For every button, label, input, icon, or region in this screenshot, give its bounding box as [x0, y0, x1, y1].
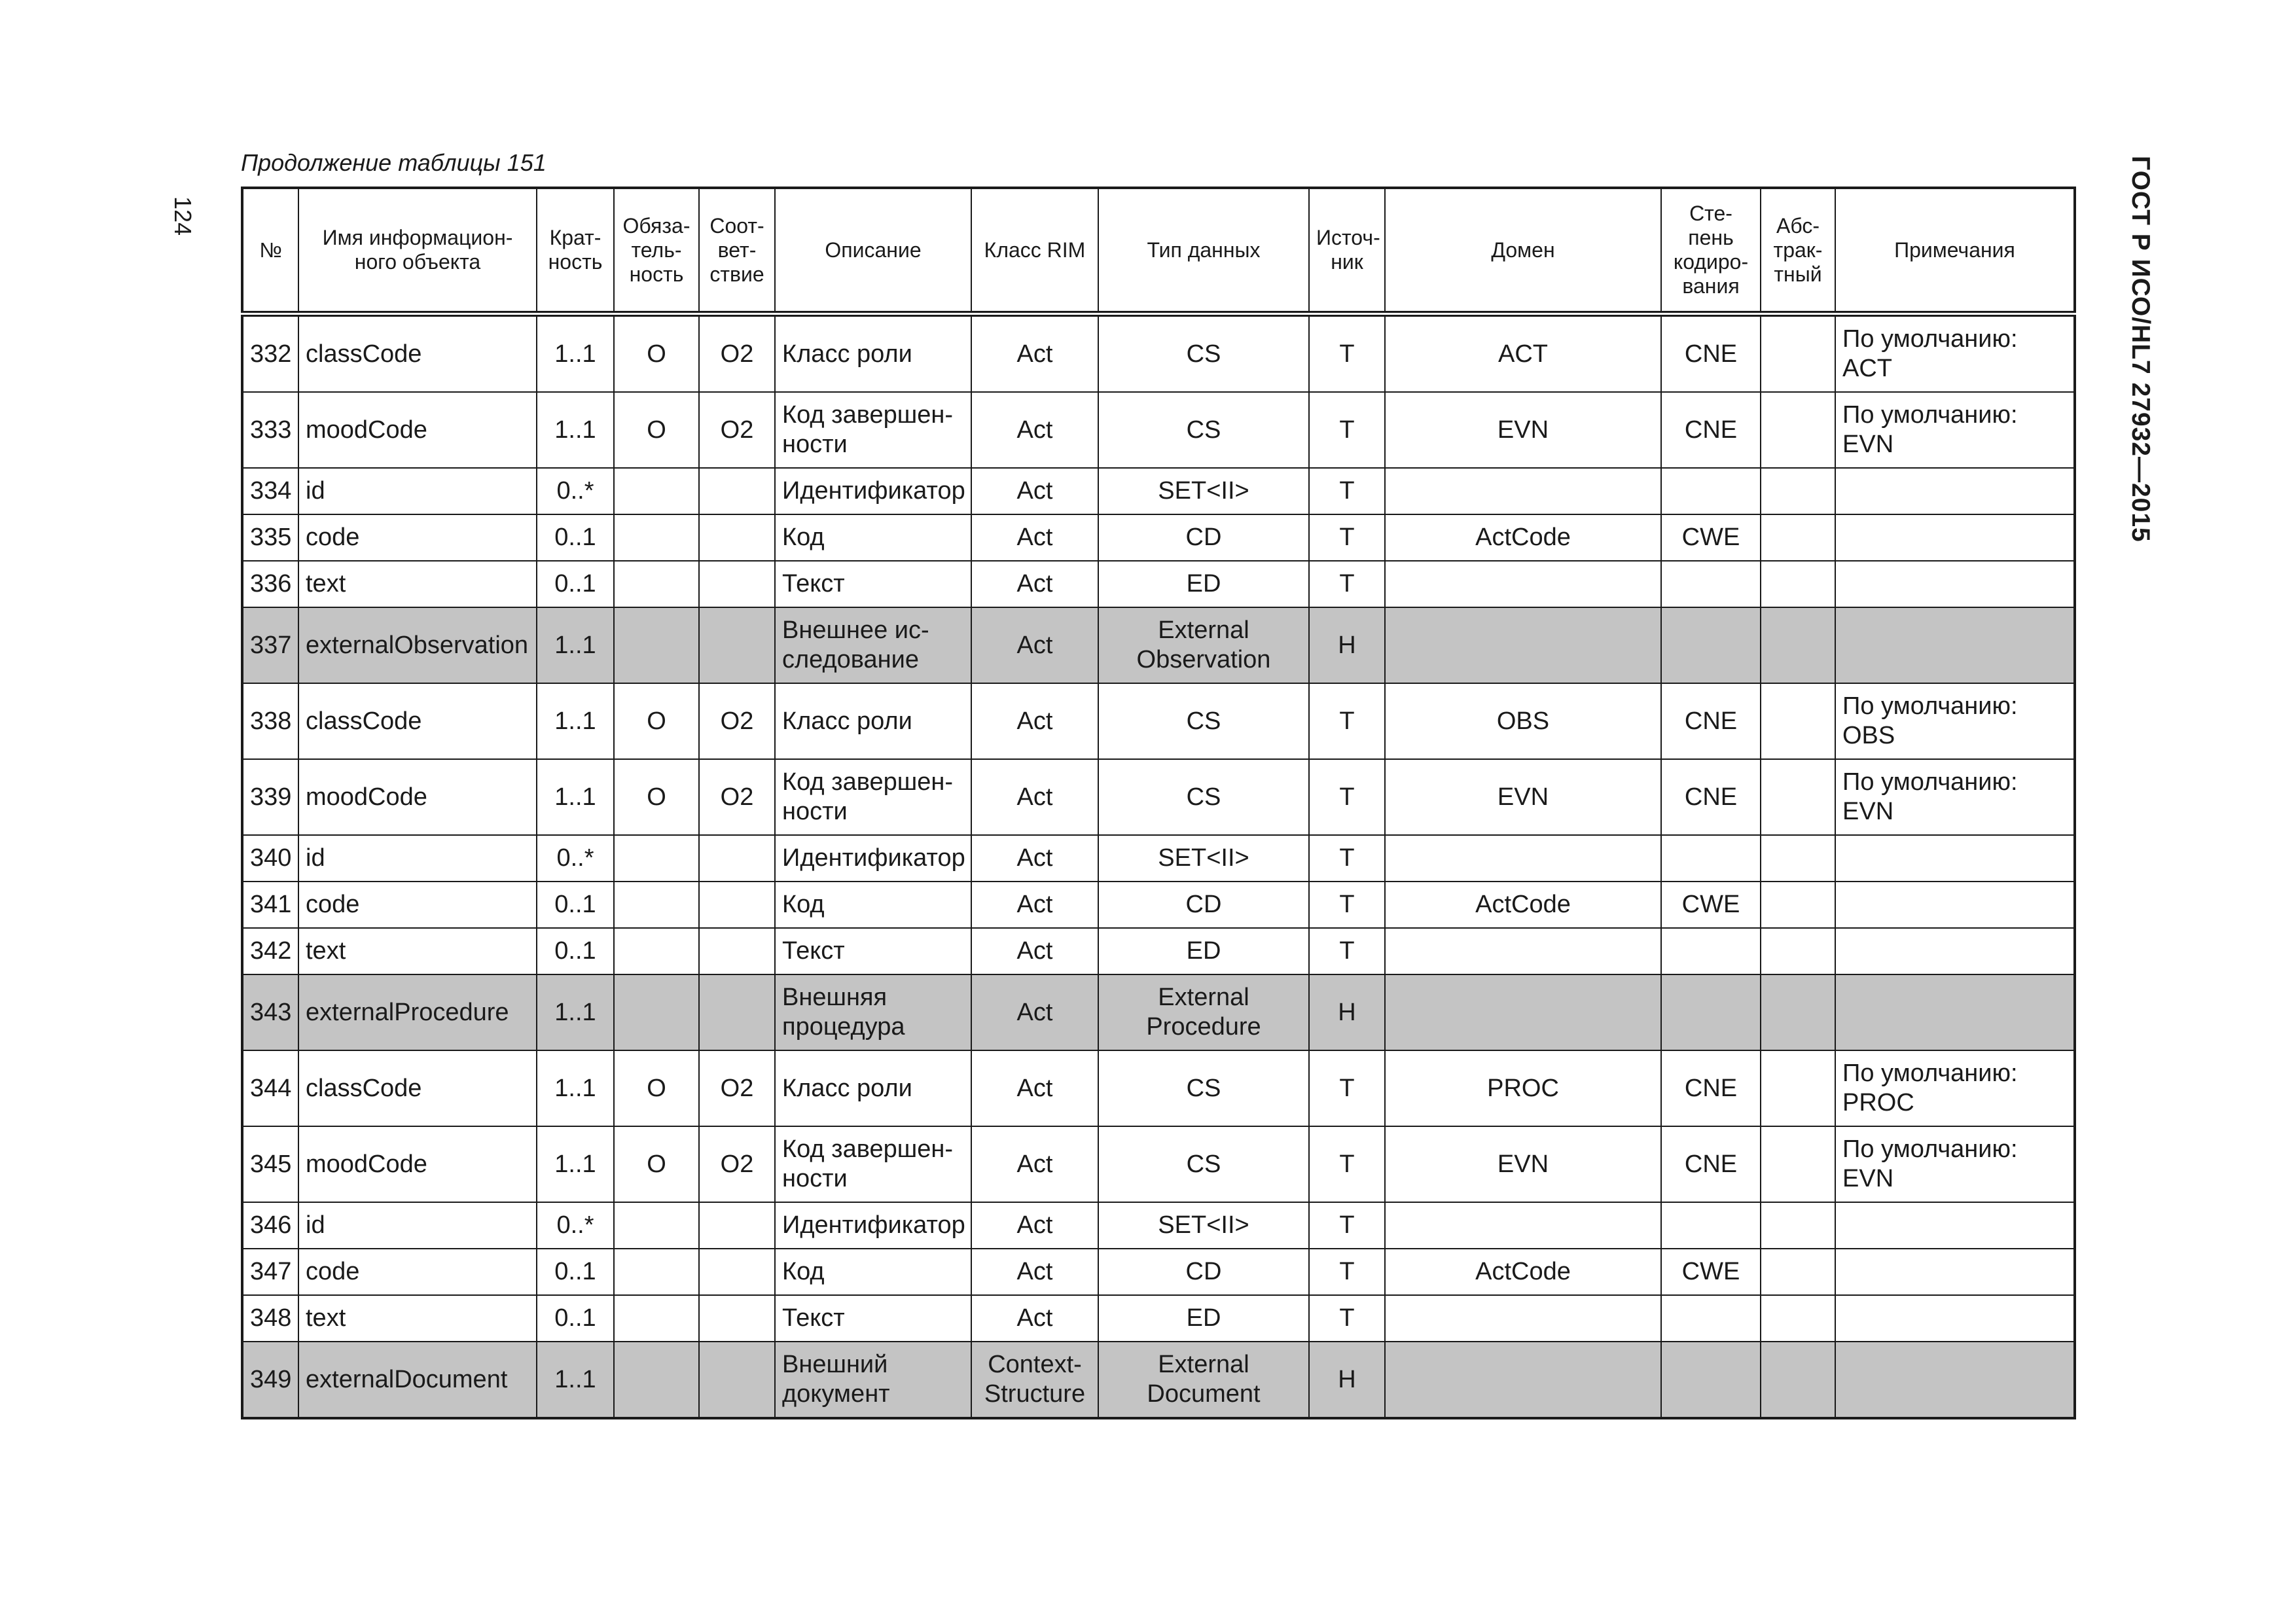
column-header: Примечания [1835, 188, 2075, 314]
description-cell: Идентификатор [775, 1202, 971, 1249]
rim-class-cell: Act [971, 1050, 1098, 1126]
multiplicity-cell: 1..1 [537, 759, 614, 835]
obligation-cell [614, 1249, 699, 1295]
object-name-cell: externalProcedure [298, 974, 537, 1050]
notes-cell: По умолчанию: OBS [1835, 683, 2075, 759]
column-header: Имя информацион-ного объекта [298, 188, 537, 314]
data-type-cell: CS [1098, 683, 1309, 759]
table-row [242, 1295, 2075, 1342]
conformance-cell [699, 468, 775, 514]
row-number-cell: 339 [242, 759, 298, 835]
obligation-cell [614, 561, 699, 607]
conformance-cell: O2 [699, 683, 775, 759]
table-row [242, 928, 2075, 974]
multiplicity-cell: 1..1 [537, 392, 614, 468]
description-cell: Внешний документ [775, 1342, 971, 1418]
domain-cell: OBS [1385, 683, 1661, 759]
domain-cell: ActCode [1385, 882, 1661, 928]
object-name-cell: text [298, 1295, 537, 1342]
description-cell: Внешнее ис-следование [775, 607, 971, 683]
rim-class-cell: Act [971, 392, 1098, 468]
notes-cell [1835, 835, 2075, 882]
row-number-cell: 334 [242, 468, 298, 514]
notes-cell [1835, 1342, 2075, 1418]
data-type-cell: SET<II> [1098, 1202, 1309, 1249]
abstract-cell [1761, 974, 1835, 1050]
data-type-cell: CS [1098, 1050, 1309, 1126]
domain-cell: EVN [1385, 759, 1661, 835]
row-number-cell: 340 [242, 835, 298, 882]
obligation-cell: O [614, 759, 699, 835]
row-number-cell: 347 [242, 1249, 298, 1295]
data-table [241, 187, 2076, 1419]
coding-strength-cell: CNE [1661, 759, 1761, 835]
notes-cell [1835, 1249, 2075, 1295]
abstract-cell [1761, 561, 1835, 607]
abstract-cell [1761, 392, 1835, 468]
source-cell: T [1309, 835, 1385, 882]
domain-cell: ActCode [1385, 514, 1661, 561]
coding-strength-cell [1661, 468, 1761, 514]
source-cell: H [1309, 1342, 1385, 1418]
source-cell: T [1309, 759, 1385, 835]
coding-strength-cell [1661, 974, 1761, 1050]
source-cell: T [1309, 1126, 1385, 1202]
multiplicity-cell: 1..1 [537, 1342, 614, 1418]
object-name-cell: code [298, 1249, 537, 1295]
description-cell: Код завершен-ности [775, 759, 971, 835]
rim-class-cell: Act [971, 974, 1098, 1050]
source-cell: T [1309, 1050, 1385, 1126]
coding-strength-cell [1661, 1295, 1761, 1342]
source-cell: T [1309, 1249, 1385, 1295]
conformance-cell [699, 607, 775, 683]
obligation-cell [614, 1295, 699, 1342]
conformance-cell [699, 561, 775, 607]
conformance-cell: O2 [699, 314, 775, 393]
object-name-cell: classCode [298, 683, 537, 759]
source-cell: T [1309, 514, 1385, 561]
page-number [170, 157, 223, 236]
obligation-cell [614, 514, 699, 561]
column-header: Источ-ник [1309, 188, 1385, 314]
object-name-cell: id [298, 1202, 537, 1249]
multiplicity-cell: 1..1 [537, 683, 614, 759]
coding-strength-cell: CNE [1661, 1050, 1761, 1126]
multiplicity-cell: 1..1 [537, 1126, 614, 1202]
abstract-cell [1761, 1202, 1835, 1249]
obligation-cell [614, 607, 699, 683]
column-header: Тип данных [1098, 188, 1309, 314]
source-cell: H [1309, 974, 1385, 1050]
table-row [242, 1202, 2075, 1249]
notes-cell: По умолчанию: ACT [1835, 314, 2075, 393]
conformance-cell: O2 [699, 392, 775, 468]
object-name-cell: text [298, 928, 537, 974]
column-header: Крат-ность [537, 188, 614, 314]
object-name-cell: code [298, 882, 537, 928]
description-cell: Текст [775, 1295, 971, 1342]
table-row [242, 561, 2075, 607]
conformance-cell: O2 [699, 1126, 775, 1202]
abstract-cell [1761, 1295, 1835, 1342]
conformance-cell: O2 [699, 1050, 775, 1126]
rim-class-cell: Act [971, 1202, 1098, 1249]
abstract-cell [1761, 514, 1835, 561]
notes-cell: По умолчанию: EVN [1835, 1126, 2075, 1202]
object-name-cell: moodCode [298, 759, 537, 835]
row-number-cell: 338 [242, 683, 298, 759]
object-name-cell: classCode [298, 314, 537, 393]
data-type-cell: CS [1098, 1126, 1309, 1202]
header-row [242, 188, 2075, 314]
coding-strength-cell: CNE [1661, 314, 1761, 393]
obligation-cell [614, 1202, 699, 1249]
page-number-text: 124 [170, 196, 196, 236]
notes-cell [1835, 974, 2075, 1050]
description-cell: Класс роли [775, 314, 971, 393]
obligation-cell [614, 882, 699, 928]
abstract-cell [1761, 1249, 1835, 1295]
row-number-cell: 344 [242, 1050, 298, 1126]
data-type-cell: ED [1098, 561, 1309, 607]
object-name-cell: id [298, 468, 537, 514]
object-name-cell: text [298, 561, 537, 607]
description-cell: Внешняя процедура [775, 974, 971, 1050]
obligation-cell: O [614, 392, 699, 468]
column-header: № [242, 188, 298, 314]
multiplicity-cell: 0..* [537, 1202, 614, 1249]
description-cell: Код [775, 514, 971, 561]
rim-class-cell: Context-Structure [971, 1342, 1098, 1418]
data-type-cell: CD [1098, 882, 1309, 928]
row-number-cell: 332 [242, 314, 298, 393]
data-type-cell: ED [1098, 1295, 1309, 1342]
row-number-cell: 346 [242, 1202, 298, 1249]
rim-class-cell: Act [971, 759, 1098, 835]
multiplicity-cell: 1..1 [537, 314, 614, 393]
standard-title [2119, 156, 2159, 562]
domain-cell [1385, 835, 1661, 882]
obligation-cell [614, 928, 699, 974]
domain-cell [1385, 1202, 1661, 1249]
column-header: Соот-вет-ствие [699, 188, 775, 314]
obligation-cell: O [614, 1050, 699, 1126]
multiplicity-cell: 0..1 [537, 514, 614, 561]
domain-cell: EVN [1385, 392, 1661, 468]
table-row [242, 1050, 2075, 1126]
conformance-cell: O2 [699, 759, 775, 835]
domain-cell [1385, 928, 1661, 974]
data-type-cell: External Procedure [1098, 974, 1309, 1050]
source-cell: T [1309, 882, 1385, 928]
object-name-cell: id [298, 835, 537, 882]
domain-cell [1385, 1342, 1661, 1418]
table-row [242, 1126, 2075, 1202]
multiplicity-cell: 0..1 [537, 1249, 614, 1295]
abstract-cell [1761, 607, 1835, 683]
coding-strength-cell: CNE [1661, 1126, 1761, 1202]
row-number-cell: 342 [242, 928, 298, 974]
table-row [242, 468, 2075, 514]
row-number-cell: 348 [242, 1295, 298, 1342]
table-row [242, 882, 2075, 928]
abstract-cell [1761, 1342, 1835, 1418]
abstract-cell [1761, 1126, 1835, 1202]
object-name-cell: moodCode [298, 392, 537, 468]
domain-cell [1385, 974, 1661, 1050]
column-header: Описание [775, 188, 971, 314]
row-number-cell: 343 [242, 974, 298, 1050]
column-header: Класс RIM [971, 188, 1098, 314]
coding-strength-cell [1661, 835, 1761, 882]
data-type-cell: CS [1098, 759, 1309, 835]
conformance-cell [699, 1202, 775, 1249]
column-header: Обяза-тель-ность [614, 188, 699, 314]
domain-cell: PROC [1385, 1050, 1661, 1126]
data-type-cell: CD [1098, 514, 1309, 561]
rim-class-cell: Act [971, 928, 1098, 974]
rim-class-cell: Act [971, 1249, 1098, 1295]
standard-title-text: ГОСТ Р ИСО/HL7 27932—2015 [2126, 156, 2155, 543]
multiplicity-cell: 0..1 [537, 1295, 614, 1342]
abstract-cell [1761, 1050, 1835, 1126]
source-cell: T [1309, 683, 1385, 759]
table-row [242, 392, 2075, 468]
object-name-cell: moodCode [298, 1126, 537, 1202]
obligation-cell [614, 468, 699, 514]
coding-strength-cell [1661, 1342, 1761, 1418]
table-row [242, 1342, 2075, 1418]
rim-class-cell: Act [971, 882, 1098, 928]
conformance-cell [699, 514, 775, 561]
abstract-cell [1761, 468, 1835, 514]
multiplicity-cell: 0..1 [537, 561, 614, 607]
object-name-cell: externalDocument [298, 1342, 537, 1418]
object-name-cell: code [298, 514, 537, 561]
domain-cell [1385, 468, 1661, 514]
notes-cell: По умолчанию: PROC [1835, 1050, 2075, 1126]
row-number-cell: 341 [242, 882, 298, 928]
data-type-cell: ED [1098, 928, 1309, 974]
obligation-cell [614, 1342, 699, 1418]
domain-cell [1385, 607, 1661, 683]
abstract-cell [1761, 314, 1835, 393]
table-row [242, 683, 2075, 759]
rim-class-cell: Act [971, 514, 1098, 561]
domain-cell [1385, 561, 1661, 607]
conformance-cell [699, 1249, 775, 1295]
abstract-cell [1761, 882, 1835, 928]
conformance-cell [699, 928, 775, 974]
multiplicity-cell: 1..1 [537, 607, 614, 683]
table-caption: Продолжение таблицы 151 [241, 149, 547, 176]
description-cell: Текст [775, 561, 971, 607]
row-number-cell: 337 [242, 607, 298, 683]
notes-cell [1835, 1295, 2075, 1342]
coding-strength-cell [1661, 607, 1761, 683]
notes-cell [1835, 514, 2075, 561]
object-name-cell: externalObservation [298, 607, 537, 683]
rim-class-cell: Act [971, 683, 1098, 759]
multiplicity-cell: 0..* [537, 468, 614, 514]
table-row [242, 835, 2075, 882]
description-cell: Идентификатор [775, 468, 971, 514]
source-cell: T [1309, 1295, 1385, 1342]
notes-cell [1835, 561, 2075, 607]
abstract-cell [1761, 759, 1835, 835]
rim-class-cell: Act [971, 468, 1098, 514]
multiplicity-cell: 0..1 [537, 928, 614, 974]
data-type-cell: External Document [1098, 1342, 1309, 1418]
domain-cell: ActCode [1385, 1249, 1661, 1295]
description-cell: Класс роли [775, 1050, 971, 1126]
source-cell: T [1309, 468, 1385, 514]
abstract-cell [1761, 928, 1835, 974]
conformance-cell [699, 835, 775, 882]
conformance-cell [699, 1342, 775, 1418]
obligation-cell [614, 974, 699, 1050]
coding-strength-cell [1661, 1202, 1761, 1249]
coding-strength-cell: CWE [1661, 514, 1761, 561]
rim-class-cell: Act [971, 607, 1098, 683]
source-cell: T [1309, 314, 1385, 393]
rim-class-cell: Act [971, 835, 1098, 882]
source-cell: T [1309, 928, 1385, 974]
table-row [242, 314, 2075, 393]
coding-strength-cell: CWE [1661, 882, 1761, 928]
table-row [242, 1249, 2075, 1295]
table-header [242, 188, 2075, 314]
multiplicity-cell: 1..1 [537, 974, 614, 1050]
data-type-cell: CS [1098, 314, 1309, 393]
multiplicity-cell: 0..1 [537, 882, 614, 928]
multiplicity-cell: 0..* [537, 835, 614, 882]
rim-class-cell: Act [971, 561, 1098, 607]
domain-cell: EVN [1385, 1126, 1661, 1202]
conformance-cell [699, 974, 775, 1050]
obligation-cell: O [614, 1126, 699, 1202]
column-header: Сте-пень кодиро-вания [1661, 188, 1761, 314]
obligation-cell: O [614, 314, 699, 393]
notes-cell [1835, 468, 2075, 514]
data-type-cell: SET<II> [1098, 835, 1309, 882]
source-cell: H [1309, 607, 1385, 683]
conformance-cell [699, 882, 775, 928]
column-header: Абс-трак-тный [1761, 188, 1835, 314]
data-type-cell: CS [1098, 392, 1309, 468]
row-number-cell: 349 [242, 1342, 298, 1418]
coding-strength-cell: CNE [1661, 683, 1761, 759]
data-type-cell: External Observation [1098, 607, 1309, 683]
data-type-cell: CD [1098, 1249, 1309, 1295]
source-cell: T [1309, 392, 1385, 468]
notes-cell [1835, 1202, 2075, 1249]
abstract-cell [1761, 683, 1835, 759]
source-cell: T [1309, 561, 1385, 607]
notes-cell: По умолчанию: EVN [1835, 392, 2075, 468]
coding-strength-cell [1661, 928, 1761, 974]
notes-cell [1835, 882, 2075, 928]
source-cell: T [1309, 1202, 1385, 1249]
row-number-cell: 336 [242, 561, 298, 607]
coding-strength-cell [1661, 561, 1761, 607]
domain-cell [1385, 1295, 1661, 1342]
row-number-cell: 335 [242, 514, 298, 561]
table-row [242, 607, 2075, 683]
abstract-cell [1761, 835, 1835, 882]
description-cell: Код [775, 1249, 971, 1295]
description-cell: Код завершен-ности [775, 1126, 971, 1202]
domain-cell: ACT [1385, 314, 1661, 393]
notes-cell [1835, 607, 2075, 683]
notes-cell [1835, 928, 2075, 974]
description-cell: Идентификатор [775, 835, 971, 882]
table-row [242, 974, 2075, 1050]
coding-strength-cell: CWE [1661, 1249, 1761, 1295]
obligation-cell [614, 835, 699, 882]
table-row [242, 759, 2075, 835]
object-name-cell: classCode [298, 1050, 537, 1126]
rim-class-cell: Act [971, 1126, 1098, 1202]
conformance-cell [699, 1295, 775, 1342]
row-number-cell: 345 [242, 1126, 298, 1202]
rim-class-cell: Act [971, 314, 1098, 393]
multiplicity-cell: 1..1 [537, 1050, 614, 1126]
table-body [242, 314, 2075, 1419]
description-cell: Класс роли [775, 683, 971, 759]
column-header: Домен [1385, 188, 1661, 314]
row-number-cell: 333 [242, 392, 298, 468]
table-row [242, 514, 2075, 561]
rim-class-cell: Act [971, 1295, 1098, 1342]
data-type-cell: SET<II> [1098, 468, 1309, 514]
description-cell: Текст [775, 928, 971, 974]
coding-strength-cell: CNE [1661, 392, 1761, 468]
description-cell: Код [775, 882, 971, 928]
obligation-cell: O [614, 683, 699, 759]
description-cell: Код завершен-ности [775, 392, 971, 468]
notes-cell: По умолчанию: EVN [1835, 759, 2075, 835]
